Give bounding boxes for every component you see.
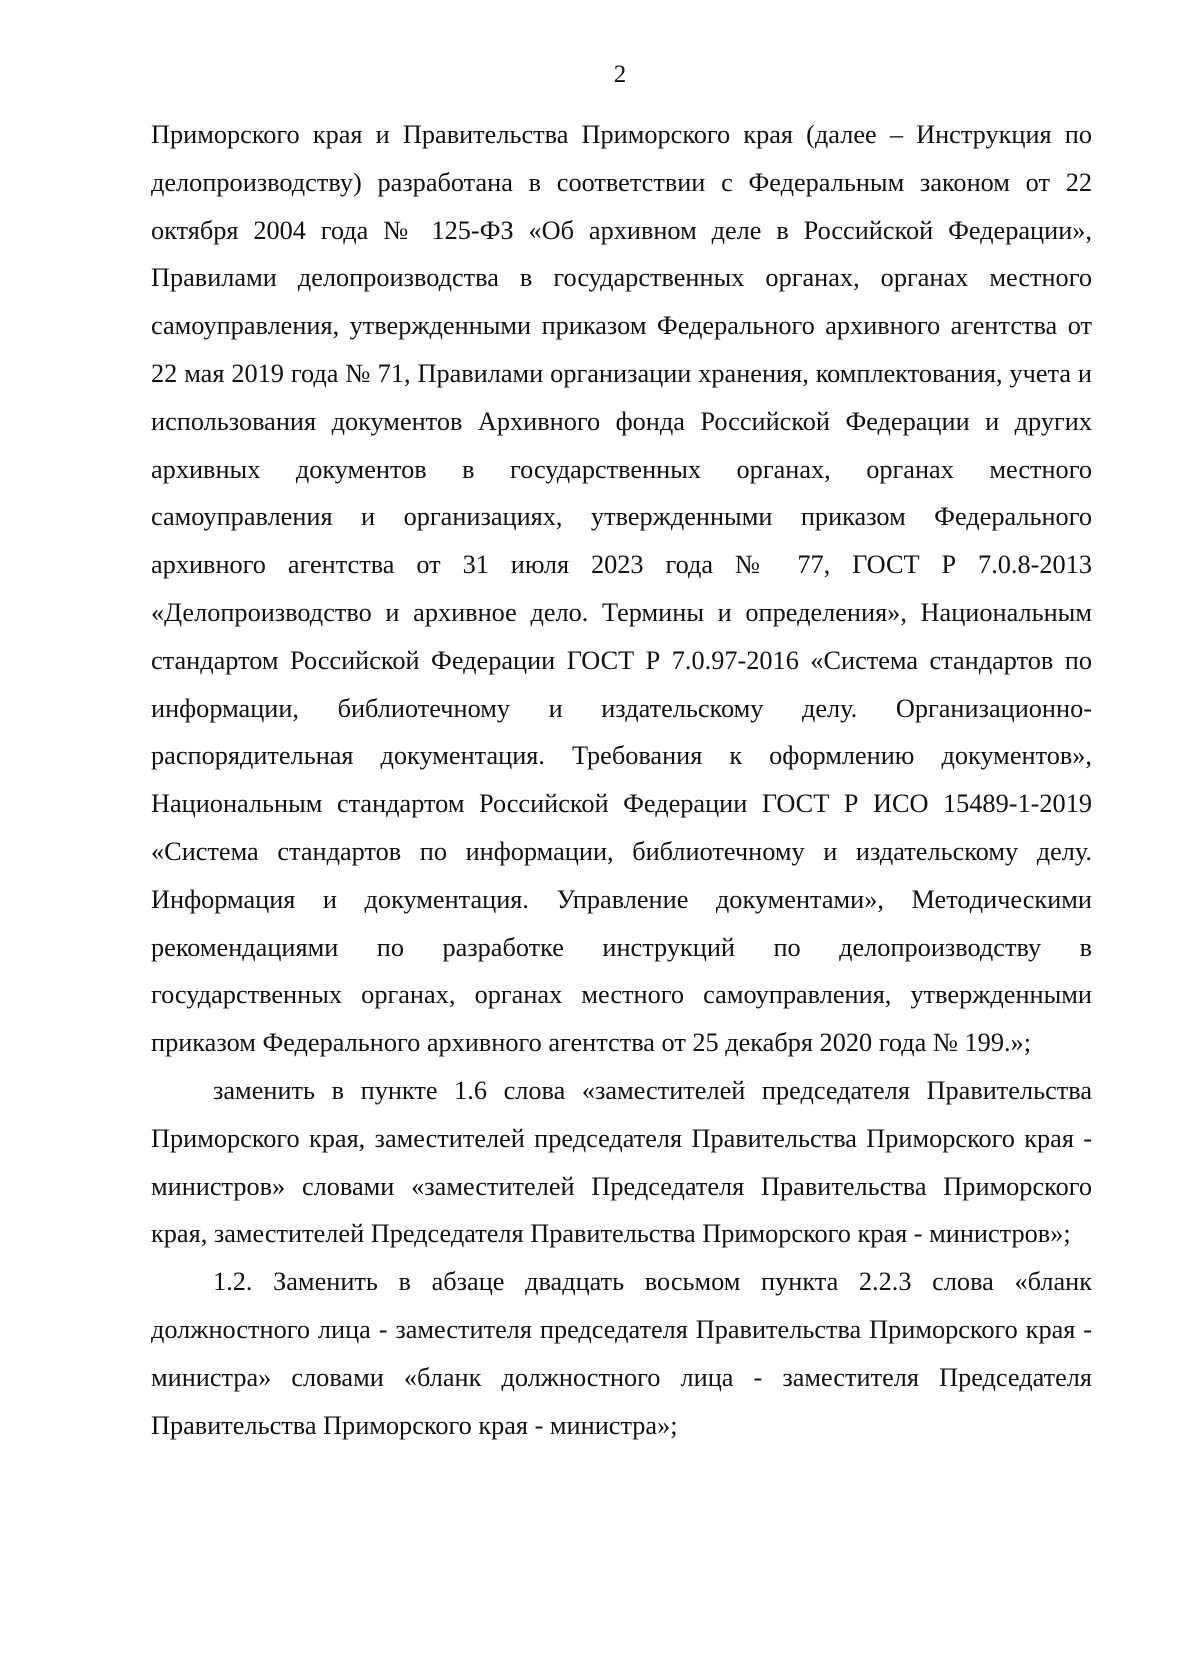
- paragraph-amendment-1-6: заменить в пункте 1.6 слова «заместителей председателя Правительства Приморского края, заместителей председателя Правительства Приморского края - министров» словами «заместителей Председателя Правительства Приморского края, заместителей Председателя Правительства Приморского края - министров»;: [151, 1075, 1092, 1249]
- page-number: 2: [613, 61, 627, 88]
- paragraph-amendment-1-2: 1.2. Заменить в абзаце двадцать восьмом пункта 2.2.3 слова «бланк должностного лица - заместителя председателя Правительства Приморского края - министра» словами «бланк должностного лица - заместителя Председателя Правительства Приморского края - министра»;: [151, 1267, 1092, 1440]
- paragraph-legal-basis: Приморского края и Правительства Приморского края (далее – Инструкция по делопроизводству) разработана в соответствии с Федеральным законом от 22 октября 2004 года № 125-ФЗ «Об архивном деле в Российской Федерации», Правилами делопроизводства в государственных органах, органах местного самоуправления, утвержденными приказом Федерального архивного агентства от 22 мая 2019 года № 71, Правилами организации хранения, комплектования, учета и использования документов Архивного фонда Российской Федерации и других архивных документов в государственных органах, органах местного самоуправления и организациях, утвержденными приказом Федерального архивного агентства от 31 июля 2023 года № 77, ГОСТ Р 7.0.8-2013 «Делопроизводство и архивное дело. Термины и определения», Национальным стандартом Российской Федерации ГОСТ Р 7.0.97-2016 «Система стандартов по информации, библиотечному и издательскому делу. Организационно-распорядительная документация. Требования к оформлению документов», Национальным стандартом Российской Федерации ГОСТ Р ИСО 15489-1-2019 «Система стандартов по информации, библиотечному и издательскому делу. Информация и документация. Управление документами», Методическими рекомендациями по разработке инструкций по делопроизводству в государственных органах, органах местного самоуправления, утвержденными приказом Федерального архивного агентства от 25 декабря 2020 года № 199.»;: [151, 120, 1092, 1058]
- document-body: [151, 111, 1092, 1449]
